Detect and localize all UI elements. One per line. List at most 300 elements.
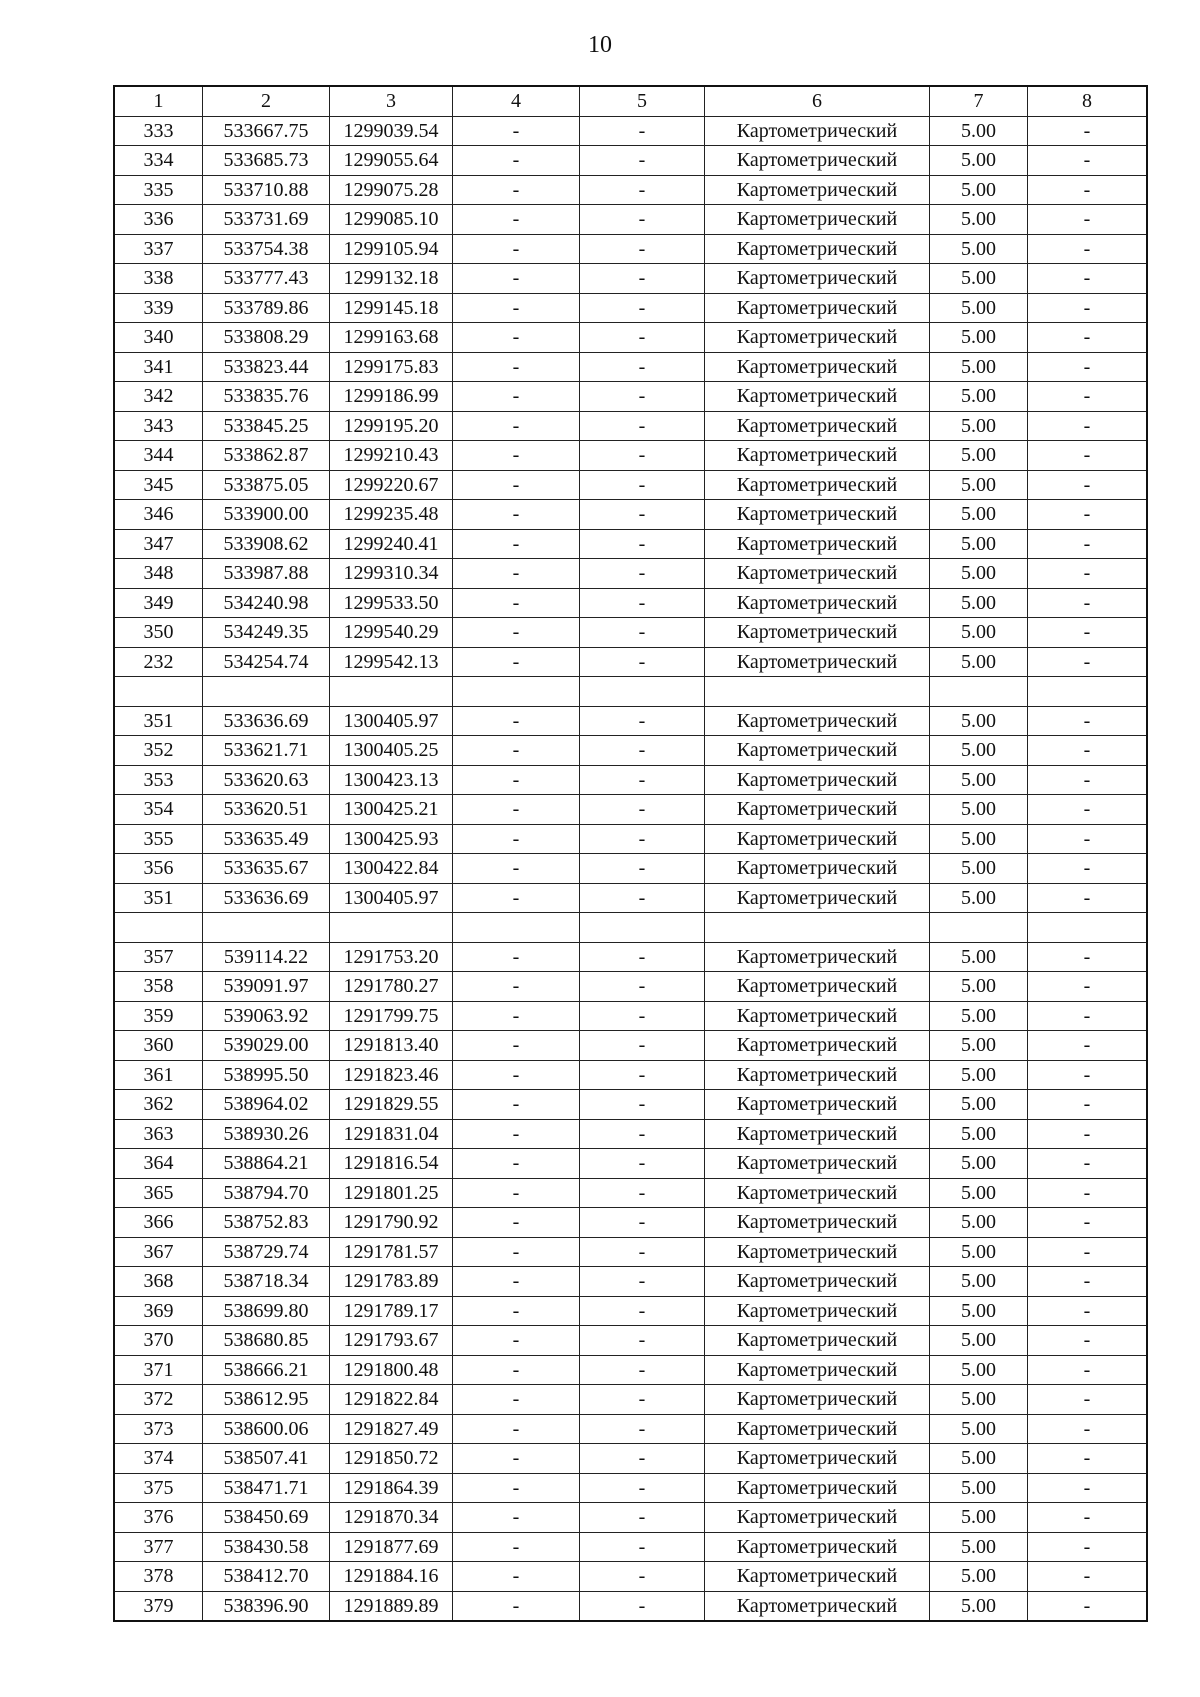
table-cell: - [453, 1060, 580, 1090]
table-cell: - [453, 1296, 580, 1326]
table-cell: 5.00 [930, 1414, 1028, 1444]
table-cell: 5.00 [930, 1503, 1028, 1533]
table-cell: - [580, 1178, 705, 1208]
table-cell: - [453, 795, 580, 825]
table-cell: 533685.73 [203, 146, 330, 176]
table-cell: 5.00 [930, 1119, 1028, 1149]
table-cell: 360 [114, 1031, 203, 1061]
table-cell: - [580, 647, 705, 677]
table-row [114, 1001, 1147, 1031]
table-cell: - [453, 1326, 580, 1356]
table-cell: 333 [114, 116, 203, 146]
table-cell: - [453, 1385, 580, 1415]
table-cell: 5.00 [930, 441, 1028, 471]
table-cell: 334 [114, 146, 203, 176]
table-cell: 368 [114, 1267, 203, 1297]
table-cell: 538507.41 [203, 1444, 330, 1474]
table-cell: 1291789.17 [330, 1296, 453, 1326]
table-cell: 351 [114, 706, 203, 736]
table-cell: - [1028, 824, 1148, 854]
table-cell: 5.00 [930, 234, 1028, 264]
table-row [114, 795, 1147, 825]
table-cell: 5.00 [930, 1296, 1028, 1326]
table-cell: Картометрический [705, 1178, 930, 1208]
table-cell: - [580, 1119, 705, 1149]
column-header: 8 [1028, 86, 1148, 116]
table-cell: Картометрический [705, 352, 930, 382]
table-cell: 1300425.93 [330, 824, 453, 854]
table-cell: - [1028, 795, 1148, 825]
table-cell: - [1028, 323, 1148, 353]
table-cell: - [453, 116, 580, 146]
table-cell: 533987.88 [203, 559, 330, 589]
table-cell: Картометрический [705, 1355, 930, 1385]
table-cell: - [580, 765, 705, 795]
table-cell: Картометрический [705, 1149, 930, 1179]
table-cell: 378 [114, 1562, 203, 1592]
table-cell: 533731.69 [203, 205, 330, 235]
table-cell: 369 [114, 1296, 203, 1326]
table-cell: - [580, 736, 705, 766]
table-cell: 533875.05 [203, 470, 330, 500]
table-row [114, 854, 1147, 884]
table-cell: 1291889.89 [330, 1591, 453, 1621]
coordinates-table [113, 85, 1148, 1622]
table-cell [330, 913, 453, 943]
table-cell: 533754.38 [203, 234, 330, 264]
table-cell: 5.00 [930, 1031, 1028, 1061]
table-cell: - [1028, 500, 1148, 530]
table-cell: - [453, 1119, 580, 1149]
table-cell: - [580, 1473, 705, 1503]
table-cell: - [453, 441, 580, 471]
table-cell: 1291884.16 [330, 1562, 453, 1592]
table-cell: - [453, 588, 580, 618]
table-cell: - [1028, 1060, 1148, 1090]
table-row [114, 1267, 1147, 1297]
table-cell: - [580, 1060, 705, 1090]
table-cell: 5.00 [930, 205, 1028, 235]
table-row [114, 1149, 1147, 1179]
table-cell [114, 913, 203, 943]
table-cell [114, 677, 203, 707]
table-row [114, 1237, 1147, 1267]
table-cell: 1300405.97 [330, 883, 453, 913]
table-cell: - [1028, 1355, 1148, 1385]
table-row [114, 913, 1147, 943]
table-cell: - [1028, 1562, 1148, 1592]
table-cell: Картометрический [705, 1326, 930, 1356]
table-cell: Картометрический [705, 146, 930, 176]
table-cell: - [453, 1473, 580, 1503]
table-cell: - [1028, 854, 1148, 884]
table-cell: - [453, 470, 580, 500]
table-cell: - [1028, 765, 1148, 795]
table-cell: - [1028, 559, 1148, 589]
table-cell: 1291780.27 [330, 972, 453, 1002]
table-cell: - [580, 500, 705, 530]
table-cell: - [580, 323, 705, 353]
table-cell: 5.00 [930, 146, 1028, 176]
table-cell: 5.00 [930, 116, 1028, 146]
table-cell: 1299105.94 [330, 234, 453, 264]
table-row [114, 441, 1147, 471]
table-cell: - [1028, 1237, 1148, 1267]
table-cell: 533636.69 [203, 883, 330, 913]
table-cell: Картометрический [705, 1503, 930, 1533]
table-cell: 5.00 [930, 1237, 1028, 1267]
table-cell: - [580, 116, 705, 146]
table-cell: 5.00 [930, 1444, 1028, 1474]
table-cell [453, 677, 580, 707]
table-cell: 1291781.57 [330, 1237, 453, 1267]
table-cell: - [580, 1326, 705, 1356]
table-cell: - [453, 1414, 580, 1444]
table-cell: - [1028, 1090, 1148, 1120]
table-cell: Картометрический [705, 1090, 930, 1120]
table-cell: 1299075.28 [330, 175, 453, 205]
table-row [114, 1503, 1147, 1533]
table-cell: - [453, 1503, 580, 1533]
table-cell: 1299163.68 [330, 323, 453, 353]
table-cell: 538794.70 [203, 1178, 330, 1208]
table-cell: 5.00 [930, 411, 1028, 441]
table-cell: 377 [114, 1532, 203, 1562]
table-cell: 539063.92 [203, 1001, 330, 1031]
table-cell: 538864.21 [203, 1149, 330, 1179]
table-cell: - [453, 883, 580, 913]
table-cell: Картометрический [705, 559, 930, 589]
table-cell: - [453, 559, 580, 589]
table-cell: - [580, 1532, 705, 1562]
table-row [114, 264, 1147, 294]
table-cell: 1291822.84 [330, 1385, 453, 1415]
table-cell: 335 [114, 175, 203, 205]
table-row [114, 1031, 1147, 1061]
table-cell: 1299542.13 [330, 647, 453, 677]
table-cell: Картометрический [705, 1562, 930, 1592]
table-cell: - [1028, 883, 1148, 913]
table-cell: - [580, 1031, 705, 1061]
table-cell: 539114.22 [203, 942, 330, 972]
table-cell: - [1028, 1208, 1148, 1238]
table-cell: 1299175.83 [330, 352, 453, 382]
table-cell: - [453, 854, 580, 884]
table-row [114, 736, 1147, 766]
table-cell [203, 913, 330, 943]
table-cell: Картометрический [705, 1031, 930, 1061]
table-cell: 5.00 [930, 942, 1028, 972]
table-cell: - [580, 795, 705, 825]
table-cell: - [453, 1208, 580, 1238]
table-cell: 5.00 [930, 1090, 1028, 1120]
table-cell: 538699.80 [203, 1296, 330, 1326]
table-cell: 534240.98 [203, 588, 330, 618]
table-cell [705, 677, 930, 707]
table-cell: 1291850.72 [330, 1444, 453, 1474]
table-cell: - [580, 1267, 705, 1297]
table-cell: 533900.00 [203, 500, 330, 530]
table-cell: - [453, 1444, 580, 1474]
table-cell: 1299085.10 [330, 205, 453, 235]
column-header: 5 [580, 86, 705, 116]
table-cell: - [453, 1355, 580, 1385]
table-cell: 5.00 [930, 500, 1028, 530]
table-cell: 533789.86 [203, 293, 330, 323]
table-cell: 533635.67 [203, 854, 330, 884]
table-cell: - [1028, 972, 1148, 1002]
table-cell: 232 [114, 647, 203, 677]
table-cell: 1299240.41 [330, 529, 453, 559]
table-cell: 5.00 [930, 824, 1028, 854]
table-cell [453, 913, 580, 943]
table-cell: 533621.71 [203, 736, 330, 766]
table-cell: 1300422.84 [330, 854, 453, 884]
table-row [114, 942, 1147, 972]
table-cell: Картометрический [705, 1237, 930, 1267]
table-row [114, 1473, 1147, 1503]
table-cell: 538680.85 [203, 1326, 330, 1356]
table-row [114, 1119, 1147, 1149]
table-row [114, 765, 1147, 795]
table-cell: Картометрический [705, 264, 930, 294]
table-cell: - [580, 854, 705, 884]
table-body [114, 116, 1147, 1621]
table-cell: 1291829.55 [330, 1090, 453, 1120]
table-cell: - [1028, 647, 1148, 677]
table-row [114, 205, 1147, 235]
table-row [114, 323, 1147, 353]
table-cell: - [1028, 352, 1148, 382]
table-cell: 5.00 [930, 1532, 1028, 1562]
table-cell: 1300405.25 [330, 736, 453, 766]
table-cell: - [580, 972, 705, 1002]
table-row [114, 1562, 1147, 1592]
table-cell: - [580, 205, 705, 235]
table-cell: Картометрический [705, 323, 930, 353]
table-cell: - [580, 1385, 705, 1415]
table-cell: - [453, 1149, 580, 1179]
table-row [114, 1326, 1147, 1356]
table-cell: Картометрический [705, 647, 930, 677]
table-cell: 363 [114, 1119, 203, 1149]
table-cell: - [1028, 706, 1148, 736]
table-cell: 533862.87 [203, 441, 330, 471]
table-cell: Картометрический [705, 205, 930, 235]
table-cell: - [580, 175, 705, 205]
table-cell: 340 [114, 323, 203, 353]
table-cell: 347 [114, 529, 203, 559]
table-cell: Картометрический [705, 883, 930, 913]
table-row [114, 146, 1147, 176]
table-cell: 5.00 [930, 1060, 1028, 1090]
table-cell: Картометрический [705, 706, 930, 736]
table-cell: - [580, 382, 705, 412]
table-row [114, 647, 1147, 677]
table-cell: 5.00 [930, 529, 1028, 559]
table-cell: 372 [114, 1385, 203, 1415]
table-cell: - [580, 1562, 705, 1592]
table-cell: - [1028, 1503, 1148, 1533]
table-cell: 1299055.64 [330, 146, 453, 176]
table-cell: - [453, 529, 580, 559]
table-cell: - [1028, 411, 1148, 441]
table-cell: Картометрический [705, 1208, 930, 1238]
table-cell: - [580, 1090, 705, 1120]
table-cell: - [1028, 1267, 1148, 1297]
table-cell: 1299210.43 [330, 441, 453, 471]
table-cell: Картометрический [705, 824, 930, 854]
table-cell: - [1028, 529, 1148, 559]
table-cell: 379 [114, 1591, 203, 1621]
table-row [114, 293, 1147, 323]
table-cell: - [1028, 1296, 1148, 1326]
table-cell: - [453, 323, 580, 353]
table-cell: 1299039.54 [330, 116, 453, 146]
table-cell: 354 [114, 795, 203, 825]
table-cell: 533835.76 [203, 382, 330, 412]
column-header: 3 [330, 86, 453, 116]
table-cell: 337 [114, 234, 203, 264]
table-row [114, 588, 1147, 618]
table-cell: Картометрический [705, 1532, 930, 1562]
table-cell: - [453, 706, 580, 736]
table-cell: 5.00 [930, 1562, 1028, 1592]
table-cell: Картометрический [705, 293, 930, 323]
table-cell: - [580, 441, 705, 471]
table-row [114, 1296, 1147, 1326]
table-cell: 373 [114, 1414, 203, 1444]
table-cell: 5.00 [930, 618, 1028, 648]
table-cell: 341 [114, 352, 203, 382]
table-cell: Картометрический [705, 618, 930, 648]
table-cell: 338 [114, 264, 203, 294]
table-cell: 538718.34 [203, 1267, 330, 1297]
table-cell: - [580, 706, 705, 736]
table-cell: - [1028, 441, 1148, 471]
table-cell: 358 [114, 972, 203, 1002]
table-cell: - [453, 1090, 580, 1120]
table-cell: 349 [114, 588, 203, 618]
table-cell: 533823.44 [203, 352, 330, 382]
table-cell: - [453, 175, 580, 205]
table-cell: 1300425.21 [330, 795, 453, 825]
table-cell: Картометрический [705, 795, 930, 825]
table-cell: Картометрический [705, 500, 930, 530]
table-cell: - [453, 352, 580, 382]
table-cell: - [580, 824, 705, 854]
table-cell [930, 913, 1028, 943]
table-cell: - [580, 1444, 705, 1474]
table-cell: Картометрический [705, 1060, 930, 1090]
table-cell: - [453, 382, 580, 412]
table-cell: 376 [114, 1503, 203, 1533]
table-cell [580, 677, 705, 707]
table-cell: - [1028, 264, 1148, 294]
table-cell: 336 [114, 205, 203, 235]
table-cell: Картометрический [705, 1119, 930, 1149]
table-row [114, 1208, 1147, 1238]
table-cell: 5.00 [930, 706, 1028, 736]
table-cell: 533635.49 [203, 824, 330, 854]
table-cell: 366 [114, 1208, 203, 1238]
table-cell: - [453, 234, 580, 264]
table-cell: 1300405.97 [330, 706, 453, 736]
table-cell: 538412.70 [203, 1562, 330, 1592]
table-cell: 538396.90 [203, 1591, 330, 1621]
table-cell: 1291823.46 [330, 1060, 453, 1090]
table-cell: Картометрический [705, 1385, 930, 1415]
table-cell: 534249.35 [203, 618, 330, 648]
table-cell: - [1028, 1119, 1148, 1149]
table-cell: Картометрический [705, 234, 930, 264]
table-cell: 538995.50 [203, 1060, 330, 1090]
table-cell: 533636.69 [203, 706, 330, 736]
table-cell: - [1028, 234, 1148, 264]
table-row [114, 1532, 1147, 1562]
table-cell: 1291831.04 [330, 1119, 453, 1149]
table-cell: 344 [114, 441, 203, 471]
table-cell: - [1028, 942, 1148, 972]
table-cell: Картометрический [705, 441, 930, 471]
table-row [114, 706, 1147, 736]
table-cell [1028, 677, 1148, 707]
table-cell: 5.00 [930, 470, 1028, 500]
table-cell: 351 [114, 883, 203, 913]
table-row [114, 883, 1147, 913]
table-cell: - [580, 264, 705, 294]
table-cell [930, 677, 1028, 707]
table-cell: - [580, 1208, 705, 1238]
table-cell: - [1028, 588, 1148, 618]
table-cell: 538666.21 [203, 1355, 330, 1385]
table-cell: 361 [114, 1060, 203, 1090]
table-cell: 371 [114, 1355, 203, 1385]
table-cell: - [580, 293, 705, 323]
table-row [114, 116, 1147, 146]
table-cell: - [1028, 146, 1148, 176]
table-cell: 5.00 [930, 1355, 1028, 1385]
table-cell: - [580, 146, 705, 176]
table-cell: Картометрический [705, 1444, 930, 1474]
table-cell: 5.00 [930, 1178, 1028, 1208]
table-cell: 367 [114, 1237, 203, 1267]
table-cell: 538430.58 [203, 1532, 330, 1562]
table-cell: 1299220.67 [330, 470, 453, 500]
table-cell: 1291877.69 [330, 1532, 453, 1562]
table-cell: 5.00 [930, 323, 1028, 353]
table-cell: 5.00 [930, 972, 1028, 1002]
table-cell: - [1028, 1149, 1148, 1179]
table-cell: 355 [114, 824, 203, 854]
table-row [114, 1090, 1147, 1120]
table-cell: - [580, 942, 705, 972]
table-cell: 346 [114, 500, 203, 530]
table-cell [330, 677, 453, 707]
table-cell: Картометрический [705, 411, 930, 441]
table-row [114, 411, 1147, 441]
table-cell: 5.00 [930, 1326, 1028, 1356]
table-cell: - [453, 765, 580, 795]
table-cell: 5.00 [930, 588, 1028, 618]
table-cell: 5.00 [930, 765, 1028, 795]
table-cell: - [580, 1414, 705, 1444]
table-cell: 538930.26 [203, 1119, 330, 1149]
table-cell: 1299533.50 [330, 588, 453, 618]
table-cell: 364 [114, 1149, 203, 1179]
table-cell: - [580, 1296, 705, 1326]
table-cell: 375 [114, 1473, 203, 1503]
